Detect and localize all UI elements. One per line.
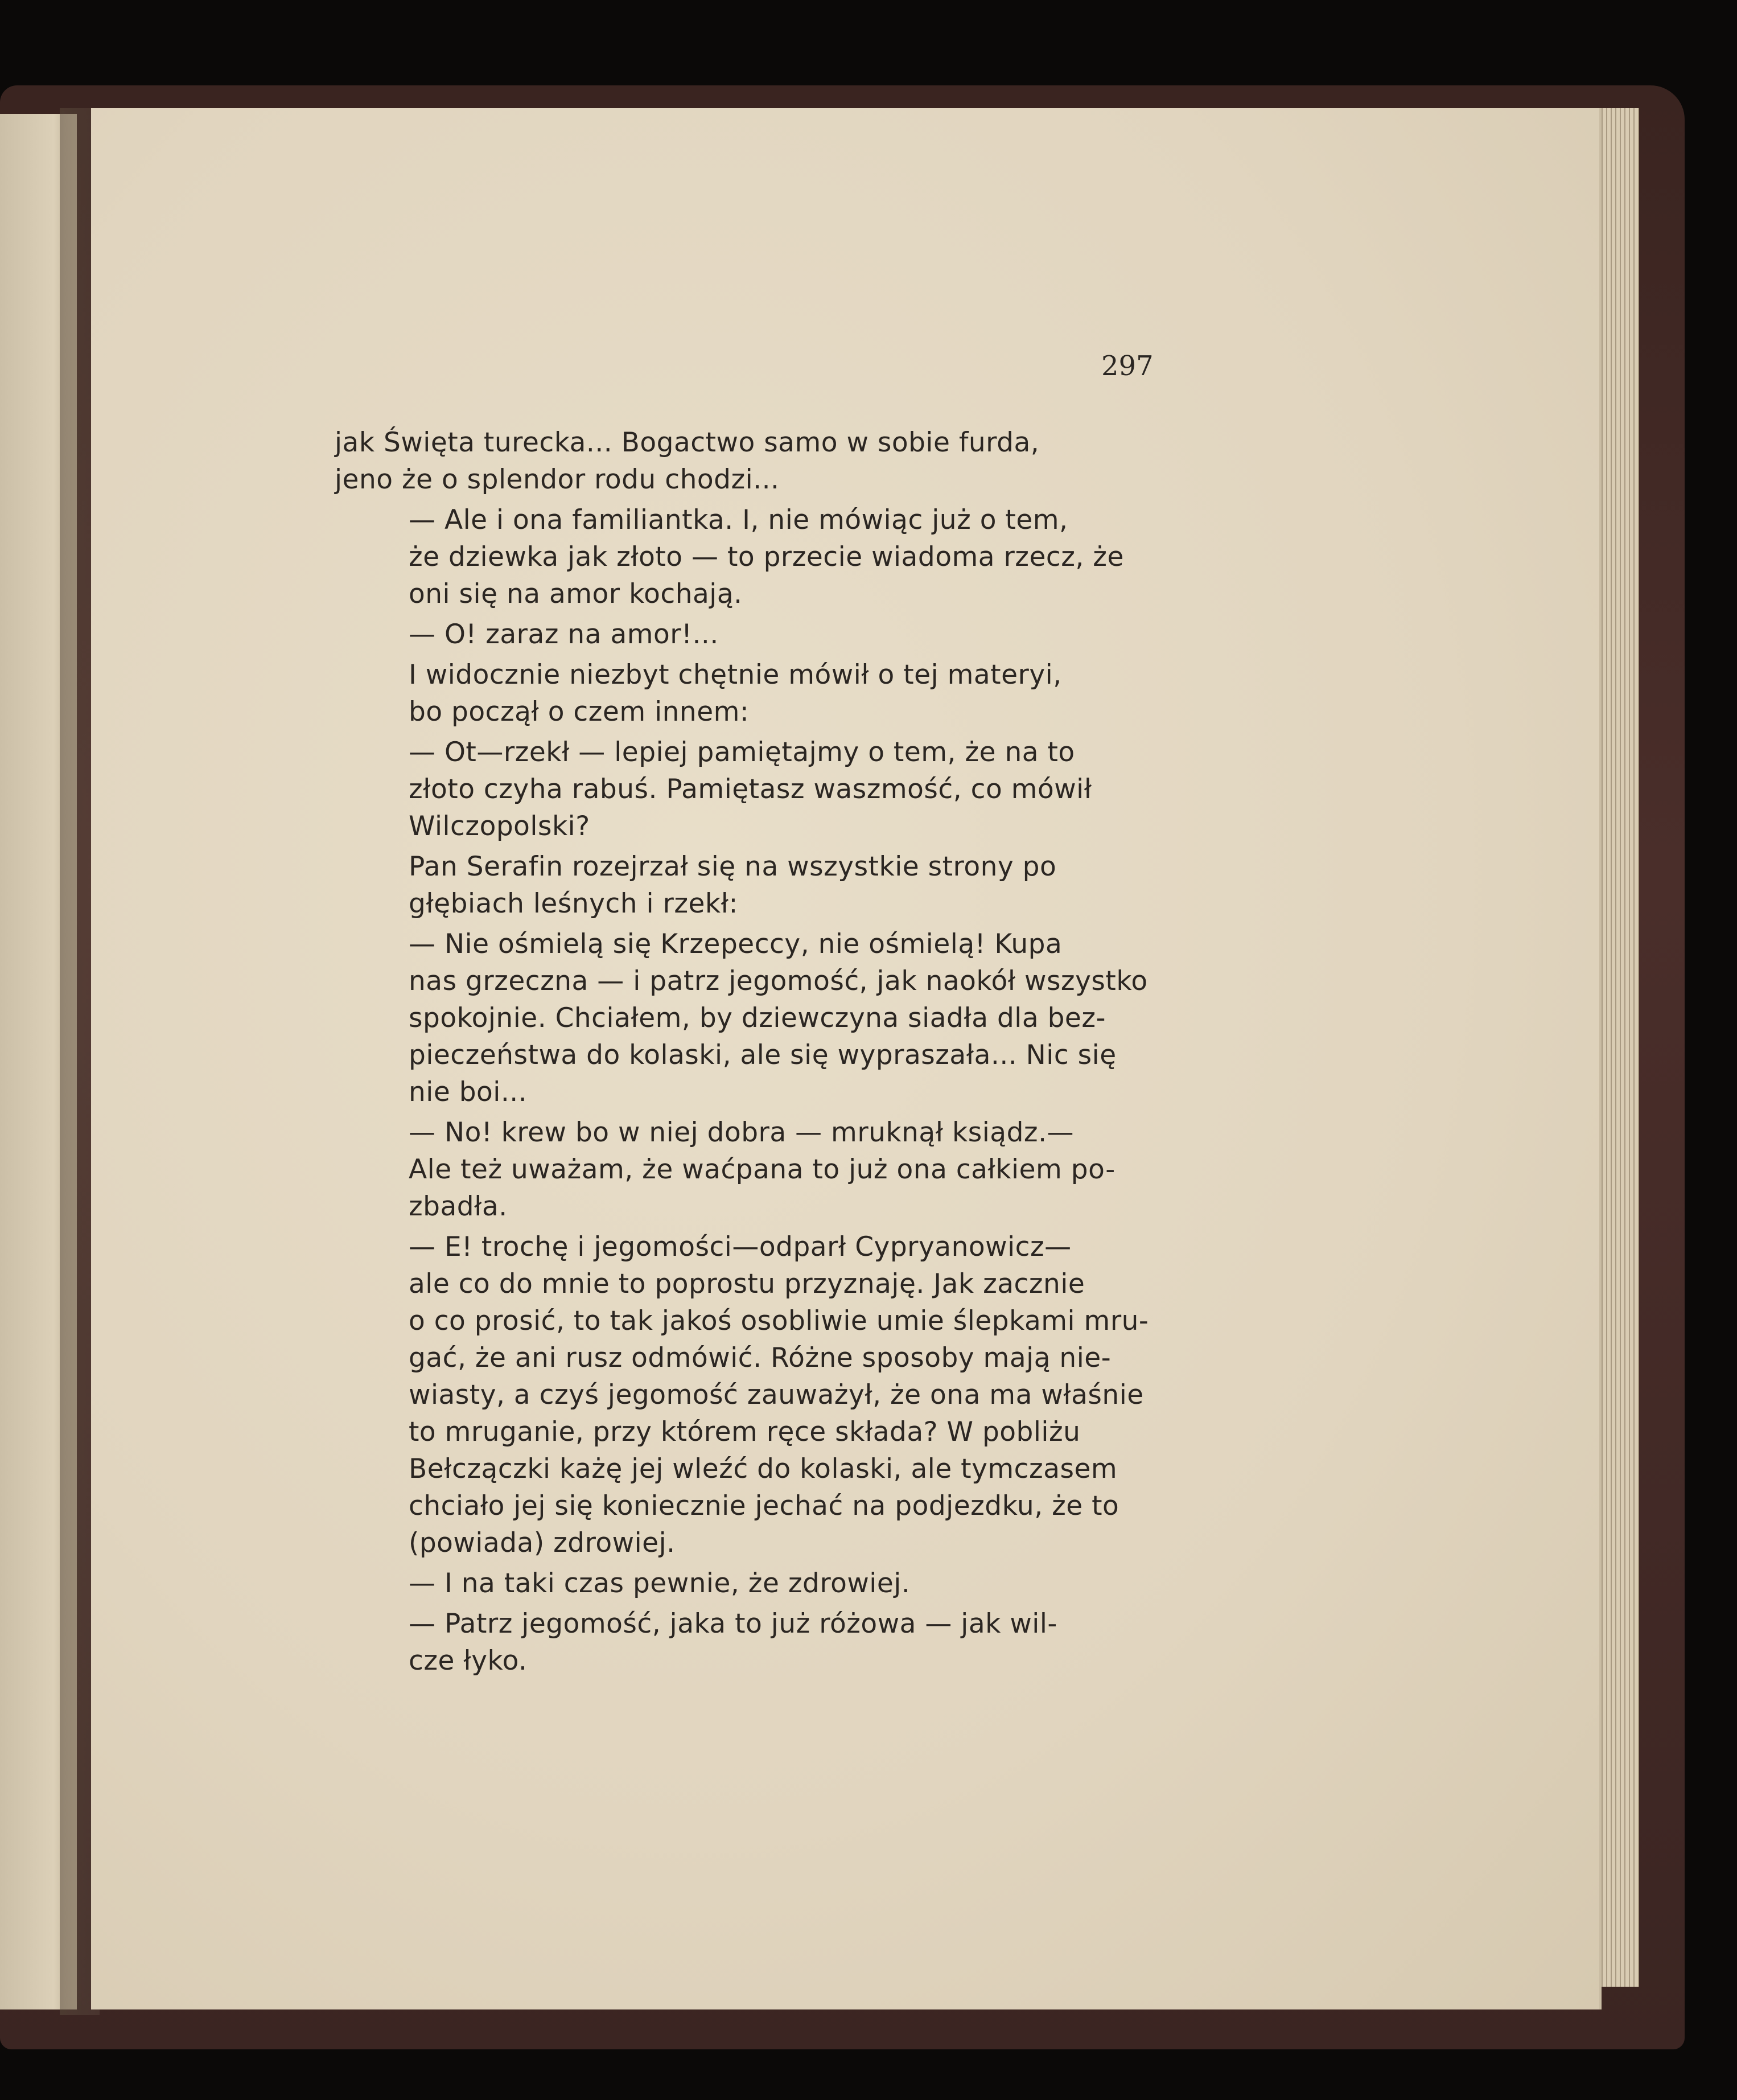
paragraph [335,424,1149,498]
text-line: Wilczopolski? [409,811,590,842]
text-line: gać, że ani rusz odmówić. Różne sposoby mają nie- [409,1342,1112,1374]
text-line: — O! zaraz na amor!... [409,619,719,650]
page-number: 297 [1101,350,1154,382]
text-line: — No! krew bo w niej dobra — mruknął ksiądz.— [409,1117,1075,1148]
text-line: oni się na amor kochają. [409,578,743,610]
paragraph [335,656,1149,730]
text-line: pieczeństwa do kolaski, ale się wypraszała... Nic się [409,1039,1117,1071]
text-line: — I na taki czas pewnie, że zdrowiej. [409,1568,911,1599]
text-line: cze łyko. [409,1645,528,1676]
body-text [335,424,1149,1683]
text-line: że dziewka jak złoto — to przecie wiadoma rzecz, że [409,541,1124,573]
text-line: Pan Serafin rozejrzał się na wszystkie strony po [409,851,1057,882]
text-line: chciało jej się koniecznie jechać na podjezdku, że to [409,1490,1119,1522]
paragraph [335,1228,1149,1561]
text-line: — Patrz jegomość, jaka to już różowa — jak wil- [409,1608,1057,1639]
text-line: jeno że o splendor rodu chodzi... [335,464,780,495]
text-line: Ale też uważam, że waćpana to już ona całkiem po- [409,1154,1116,1185]
paragraph [335,926,1149,1111]
paragraph [335,1114,1149,1225]
text-line: głębiach leśnych i rzekł: [409,888,738,919]
text-line: (powiada) zdrowiej. [409,1527,676,1559]
text-line: — E! trochę i jegomości—odparł Cypryanowicz— [409,1231,1072,1263]
paragraph [335,1565,1149,1602]
paragraph [335,616,1149,653]
text-line: — Ale i ona familiantka. I, nie mówiąc już o tem, [409,504,1068,536]
text-line: nas grzeczna — i patrz jegomość, jak naokół wszystko [409,965,1148,997]
paragraph [335,734,1149,845]
text-line: ale co do mnie to poprostu przyznaję. Jak zacznie [409,1268,1085,1300]
text-line: bo począł o czem innem: [409,696,750,728]
text-line: nie boi... [409,1076,528,1108]
text-line: zbadła. [409,1191,508,1222]
text-line: — Nie ośmielą się Krzepeccy, nie ośmielą! Kupa [409,928,1063,960]
text-line: wiasty, a czyś jegomość zauważył, że ona ma właśnie [409,1379,1144,1411]
paragraph [335,1605,1149,1679]
text-line: — Ot—rzekł — lepiej pamiętajmy o tem, że na to [409,737,1075,768]
text-line: I widocznie niezbyt chętnie mówił o tej materyi, [409,659,1062,691]
text-line: o co prosić, to tak jakoś osobliwie umie ślepkami mru- [409,1305,1149,1337]
text-line: Bełczączki każę jej wleźć do kolaski, ale tymczasem [409,1453,1118,1485]
text-line: to mruganie, przy którem ręce składa? W pobliżu [409,1416,1081,1448]
text-line: złoto czyha rabuś. Pamiętasz waszmość, co mówił [409,774,1092,805]
paragraph [335,502,1149,613]
page-stack-edge [1594,108,1639,1987]
text-line: jak Święta turecka... Bogactwo samo w sobie furda, [335,427,1040,458]
paragraph [335,848,1149,922]
text-line: spokojnie. Chciałem, by dziewczyna siadła dla bez- [409,1002,1106,1034]
